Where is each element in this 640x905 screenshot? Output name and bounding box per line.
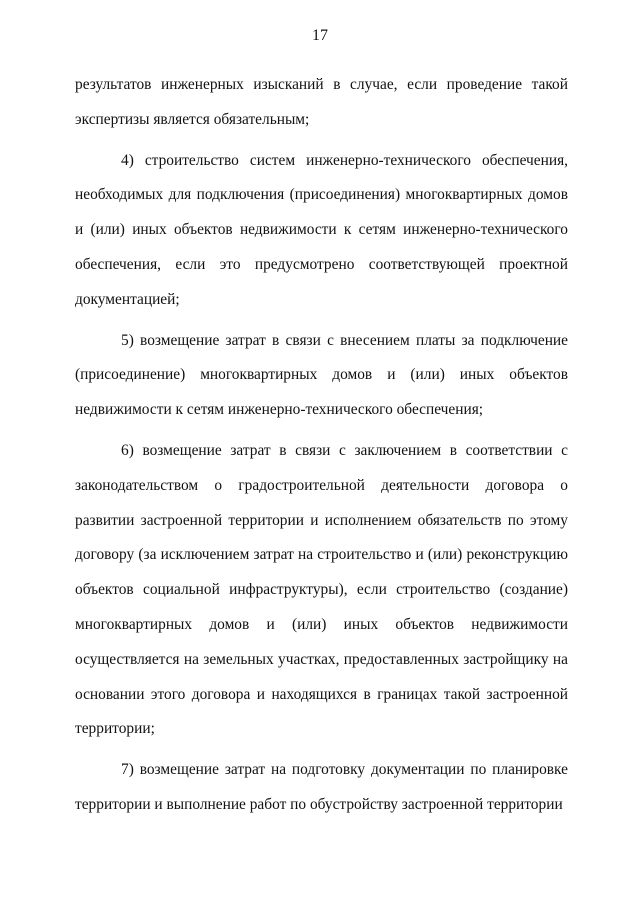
paragraph-item-5: 5) возмещение затрат в связи с внесением платы за подключение (присоединение) многоквартирных домов и (или) иных объектов недвижимости к сетям инженерно-технического обеспечения; <box>75 331 568 419</box>
document-body <box>75 68 568 823</box>
paragraph-item-6: 6) возмещение затрат в связи с заключением в соответствии с законодательством о градостроительной деятельности договора о развитии застроенной территории и исполнением обязательств по этому договору (за исключением затрат на строительство и (или) реконструкцию объектов социальной инфраструктуры), если строительство (создание) многоквартирных домов и (или) иных объектов недвижимости осуществляется на земельных участках, предоставленных застройщику на основании этого договора и находящихся в границах такой застроенной территории; <box>75 441 568 738</box>
paragraph-continuation: результатов инженерных изысканий в случае, если проведение такой экспертизы является обязательным; <box>75 76 568 128</box>
paragraph-item-7: 7) возмещение затрат на подготовку документации по планировке территории и выполнение работ по обустройству застроенной территории <box>75 761 568 813</box>
page-number: 17 <box>312 27 328 44</box>
paragraph-item-4: 4) строительство систем инженерно-технического обеспечения, необходимых для подключения (присоединения) многоквартирных домов и (или) иных объектов недвижимости к сетям инженерно-технического обеспечения, если это предусмотрено соответствующей проектной документацией; <box>75 151 568 308</box>
